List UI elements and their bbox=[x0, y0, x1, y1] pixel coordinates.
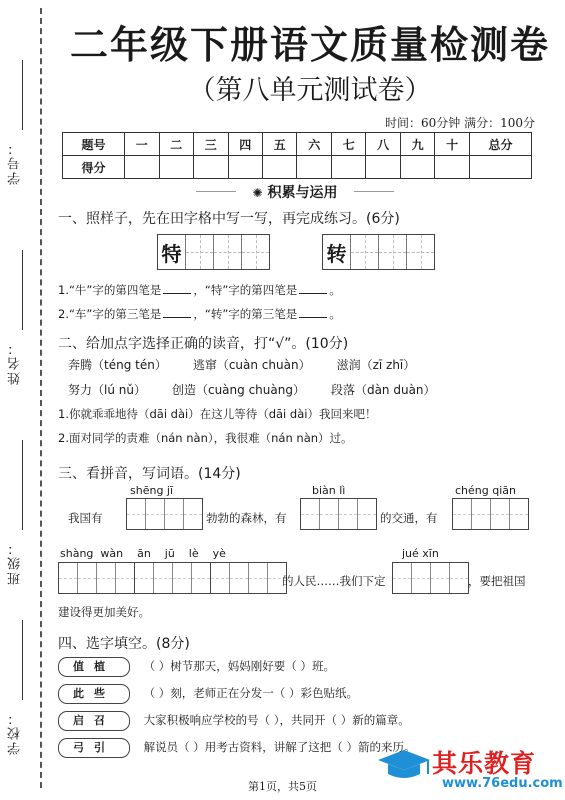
pinyin-choice[interactable]: 滋润（zī zhī） bbox=[336, 358, 416, 372]
tian-grid-1 bbox=[157, 234, 270, 270]
write-cell[interactable] bbox=[393, 563, 412, 593]
score-input-cell[interactable] bbox=[194, 156, 228, 179]
brand-logo bbox=[370, 742, 563, 794]
write-box-shengji[interactable] bbox=[126, 498, 203, 530]
answer-blank[interactable] bbox=[299, 317, 327, 318]
write-cell[interactable] bbox=[450, 563, 468, 593]
score-cell: 十 bbox=[435, 133, 469, 156]
score-cell: 题号 bbox=[63, 133, 125, 156]
write-cell[interactable] bbox=[339, 499, 358, 529]
q1-line-2 bbox=[58, 306, 341, 322]
score-table-row-score bbox=[63, 156, 532, 179]
write-cell[interactable] bbox=[320, 499, 339, 529]
q1-line-1-text-c: 。 bbox=[329, 283, 341, 297]
tian-cell[interactable] bbox=[407, 235, 434, 269]
school-rule bbox=[22, 620, 23, 700]
score-input-cell[interactable] bbox=[469, 156, 531, 179]
section-banner bbox=[200, 182, 390, 200]
q2-sentence-2[interactable]: 2.面对同学的责难（nán nàn），我很难（nán nàn）过。 bbox=[58, 431, 353, 445]
q4-item bbox=[58, 738, 415, 758]
pinyin-chengqian: chéng qiān bbox=[455, 484, 516, 497]
q4-item-text[interactable]: 大家积极响应学校的号（ ），共同开（ ）新的篇章。 bbox=[143, 713, 410, 727]
q1-line-1 bbox=[58, 282, 341, 298]
model-char: 转 bbox=[323, 235, 351, 269]
score-cell: 四 bbox=[228, 133, 262, 156]
write-cell[interactable] bbox=[358, 499, 376, 529]
answer-blank[interactable] bbox=[163, 317, 191, 318]
tian-cell[interactable] bbox=[186, 235, 214, 269]
score-input-cell[interactable] bbox=[159, 156, 193, 179]
write-box-shangwan[interactable] bbox=[58, 562, 135, 594]
q4-item-text[interactable]: 解说员（ ）用考古资料，讲解了这把（ ）箭的来历。 bbox=[143, 740, 416, 754]
pinyin-choice[interactable]: 奔腾（téng tén） bbox=[68, 358, 167, 372]
score-input-cell[interactable] bbox=[400, 156, 434, 179]
q3-title: 三、看拼音，写词语。(14分) bbox=[58, 466, 241, 482]
student-no-rule bbox=[22, 60, 23, 130]
time-info: 时间：60分钟 满分：100分 bbox=[385, 116, 535, 130]
q4-item bbox=[58, 684, 358, 704]
name-rule bbox=[22, 250, 23, 330]
write-cell[interactable] bbox=[154, 563, 173, 593]
write-box-bianli[interactable] bbox=[300, 498, 377, 530]
score-table bbox=[62, 132, 532, 179]
score-cell: 八 bbox=[366, 133, 400, 156]
pinyin-choice[interactable]: 创造（cuàng chuàng） bbox=[171, 383, 305, 397]
class-label: 班级： bbox=[8, 540, 23, 585]
write-cell[interactable] bbox=[192, 563, 210, 593]
q3-text-5: ，要把祖国 bbox=[468, 574, 526, 588]
tian-cell[interactable] bbox=[379, 235, 407, 269]
q4-title: 四、选字填空。(8分) bbox=[58, 636, 190, 652]
write-cell[interactable] bbox=[116, 563, 134, 593]
score-cell: 七 bbox=[331, 133, 365, 156]
score-cell: 二 bbox=[159, 133, 193, 156]
q2-title: 二、给加点字选择正确的读音，打“√”。(10分) bbox=[58, 336, 349, 352]
write-cell[interactable] bbox=[301, 499, 320, 529]
word-choice-tag: 值植 bbox=[58, 657, 130, 677]
score-cell: 总分 bbox=[469, 133, 531, 156]
write-cell[interactable] bbox=[431, 563, 450, 593]
q1-line-2-text-a: 2.“车”字的第三笔是 bbox=[58, 307, 162, 321]
score-cell: 一 bbox=[125, 133, 159, 156]
write-cell[interactable] bbox=[59, 563, 78, 593]
pinyin-shengji: shēng jī bbox=[130, 484, 174, 497]
q3-text-2: 勃勃的森林，有 bbox=[206, 511, 287, 525]
score-input-cell[interactable] bbox=[262, 156, 296, 179]
q4-item bbox=[58, 711, 410, 731]
score-input-cell[interactable] bbox=[228, 156, 262, 179]
score-cell: 九 bbox=[400, 133, 434, 156]
brand-url: www.76edu.com bbox=[442, 776, 563, 791]
pinyin-juexin: jué xīn bbox=[402, 547, 439, 560]
word-choice-tag: 此些 bbox=[58, 684, 130, 704]
pinyin-shangwan: shàng wàn ān jū lè yè bbox=[60, 547, 226, 560]
page-footer: 第1页，共5页 bbox=[248, 780, 317, 793]
school-label: 学校： bbox=[8, 710, 23, 755]
write-cell[interactable] bbox=[146, 499, 165, 529]
score-cell: 六 bbox=[297, 133, 331, 156]
q4-item-text[interactable]: （ ）刻，老师正在分发一（ ）彩色贴纸。 bbox=[143, 686, 358, 700]
pinyin-choice[interactable]: 段落（dàn duàn） bbox=[330, 383, 436, 397]
score-input-cell[interactable] bbox=[435, 156, 469, 179]
q4-item bbox=[58, 657, 335, 677]
score-cell: 三 bbox=[194, 133, 228, 156]
write-cell[interactable] bbox=[184, 499, 202, 529]
q1-line-2-text-c: 。 bbox=[329, 307, 341, 321]
write-cell[interactable] bbox=[230, 563, 249, 593]
write-cell[interactable] bbox=[173, 563, 192, 593]
write-cell[interactable] bbox=[491, 499, 510, 529]
pinyin-choice[interactable]: 逃窜（cuàn chuàn） bbox=[192, 358, 311, 372]
pinyin-choice[interactable]: 努力（lú nǔ） bbox=[68, 383, 146, 397]
write-cell[interactable] bbox=[211, 563, 230, 593]
q2-row-2 bbox=[68, 381, 462, 398]
write-cell[interactable] bbox=[97, 563, 116, 593]
brand-name: 其乐教育 bbox=[432, 749, 537, 778]
student-no-label: 学号： bbox=[8, 140, 23, 185]
tian-grid-2 bbox=[322, 234, 435, 270]
write-cell[interactable] bbox=[510, 499, 528, 529]
q2-row-1 bbox=[68, 356, 441, 373]
q1-line-2-text-b: ，“转”字的第三笔是 bbox=[193, 307, 298, 321]
write-cell[interactable] bbox=[127, 499, 146, 529]
write-cell[interactable] bbox=[472, 499, 491, 529]
score-table-row-header bbox=[63, 133, 532, 156]
star-icon: ✺ bbox=[252, 186, 263, 200]
word-choice-tag: 弓引 bbox=[58, 738, 130, 758]
score-cell: 五 bbox=[262, 133, 296, 156]
answer-blank[interactable] bbox=[163, 293, 191, 294]
q3-text-3: 的交通，有 bbox=[380, 511, 438, 525]
write-cell[interactable] bbox=[249, 563, 268, 593]
q1-line-1-text-a: 1.“牛”字的第四笔是 bbox=[58, 283, 162, 297]
q1-title: 一、照样子，先在田字格中写一写，再完成练习。(6分) bbox=[58, 211, 400, 227]
tian-cell[interactable] bbox=[351, 235, 379, 269]
write-cell[interactable] bbox=[453, 499, 472, 529]
write-cell[interactable] bbox=[165, 499, 184, 529]
write-cell[interactable] bbox=[135, 563, 154, 593]
q3-text-1: 我国有 bbox=[68, 511, 103, 525]
pinyin-bianli: biàn lì bbox=[312, 484, 346, 497]
model-char: 特 bbox=[158, 235, 186, 269]
word-choice-tag: 启召 bbox=[58, 711, 130, 731]
page-title: 二年级下册语文质量检测卷 bbox=[69, 22, 550, 67]
write-box-chengqian[interactable] bbox=[452, 498, 529, 530]
page-subtitle: （第八单元测试卷） bbox=[188, 75, 432, 106]
score-input-cell[interactable] bbox=[331, 156, 365, 179]
q3-text-4: 的人民……我们下定 bbox=[282, 574, 386, 588]
q2-sentence-1[interactable]: 1.你就乖乖地待（dāi dài）在这儿等待（dāi dài）我回来吧！ bbox=[58, 407, 377, 421]
score-row-label: 得分 bbox=[63, 156, 125, 179]
write-box-leye[interactable] bbox=[210, 562, 287, 594]
write-box-juexin[interactable] bbox=[392, 562, 469, 594]
write-box-anju[interactable] bbox=[134, 562, 211, 594]
tian-cell[interactable] bbox=[242, 235, 269, 269]
score-input-cell[interactable] bbox=[297, 156, 331, 179]
name-label: 姓名： bbox=[8, 340, 23, 385]
q3-text-6: 建设得更加美好。 bbox=[58, 605, 150, 619]
section-banner-label: 积累与运用 bbox=[267, 185, 338, 201]
q4-item-text[interactable]: （ ）树节那天，妈妈刚好要（ ）班。 bbox=[143, 659, 335, 673]
class-rule bbox=[22, 440, 23, 530]
score-input-cell[interactable] bbox=[125, 156, 159, 179]
score-input-cell[interactable] bbox=[366, 156, 400, 179]
q1-line-1-text-b: ，“特”字的第四笔是 bbox=[193, 283, 298, 297]
write-cell[interactable] bbox=[412, 563, 431, 593]
answer-blank[interactable] bbox=[299, 293, 327, 294]
binding-dashed-line bbox=[40, 8, 42, 788]
write-cell[interactable] bbox=[78, 563, 97, 593]
tian-cell[interactable] bbox=[214, 235, 242, 269]
